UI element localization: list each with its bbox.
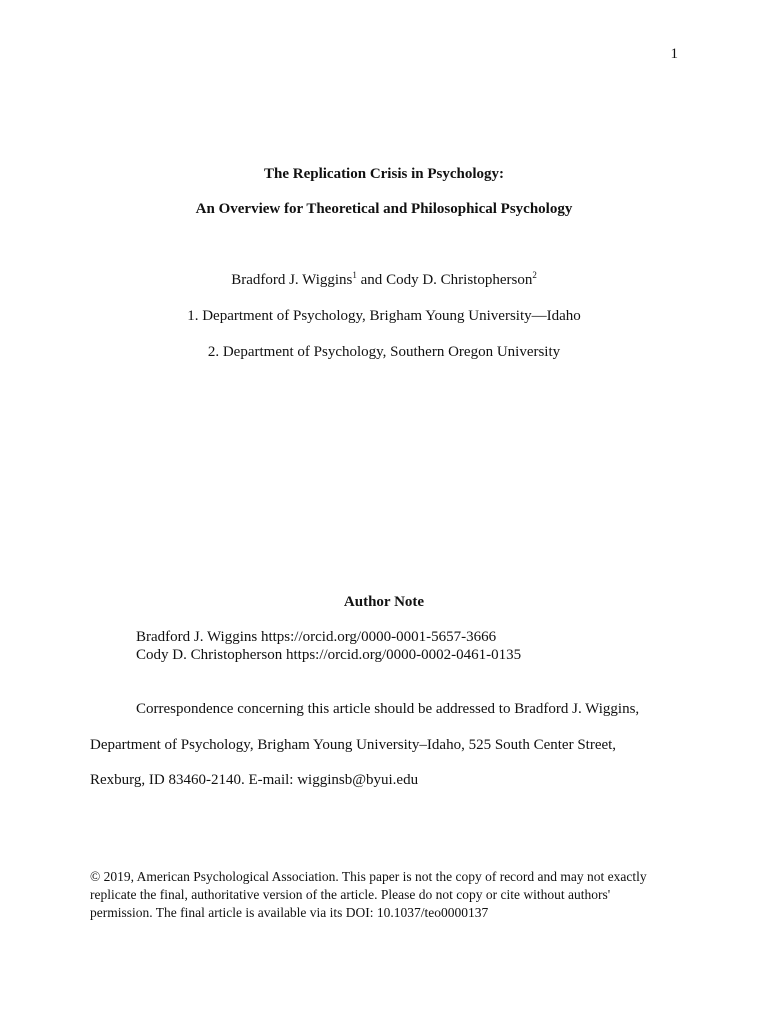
author-2-name: Cody D. Christopherson [386, 272, 533, 288]
author-note-heading: Author Note [343, 594, 425, 610]
copyright-notice [90, 868, 680, 922]
title-line-1: The Replication Crisis in Psychology: [263, 166, 504, 182]
correspondence-line-2: Department of Psychology, Brigham Young University–Idaho, 525 South Center Street, [90, 737, 617, 753]
title-line-2: An Overview for Theoretical and Philosophical Psychology [195, 201, 573, 217]
page-number: 1 [670, 46, 678, 62]
author-1-name: Bradford J. Wiggins [231, 272, 353, 288]
author-byline [0, 272, 768, 289]
affiliation-1: 1. Department of Psychology, Brigham Young University—Idaho [187, 308, 581, 324]
correspondence-line-3: Rexburg, ID 83460-2140. E-mail: wigginsb@byui.edu [90, 772, 419, 788]
author-1-superscript: 1 [352, 270, 357, 280]
orcid-line-2: Cody D. Christopherson https://orcid.org/0000-0002-0461-0135 [136, 647, 522, 663]
copyright-line-3: permission. The final article is available via its DOI: 10.1037/teo0000137 [90, 905, 489, 920]
copyright-line-2: replicate the final, authoritative version of the article. Please do not copy or cite without authors' [90, 887, 611, 902]
affiliation-2: 2. Department of Psychology, Southern Oregon University [207, 344, 561, 360]
author-2-superscript: 2 [532, 270, 537, 280]
correspondence-line-1: Correspondence concerning this article should be addressed to Bradford J. Wiggins, [136, 701, 640, 717]
orcid-line-1: Bradford J. Wiggins https://orcid.org/0000-0001-5657-3666 [136, 629, 497, 645]
author-connector: and [356, 272, 387, 288]
copyright-line-1: © 2019, American Psychological Association. This paper is not the copy of record and may not exactly [90, 869, 647, 884]
